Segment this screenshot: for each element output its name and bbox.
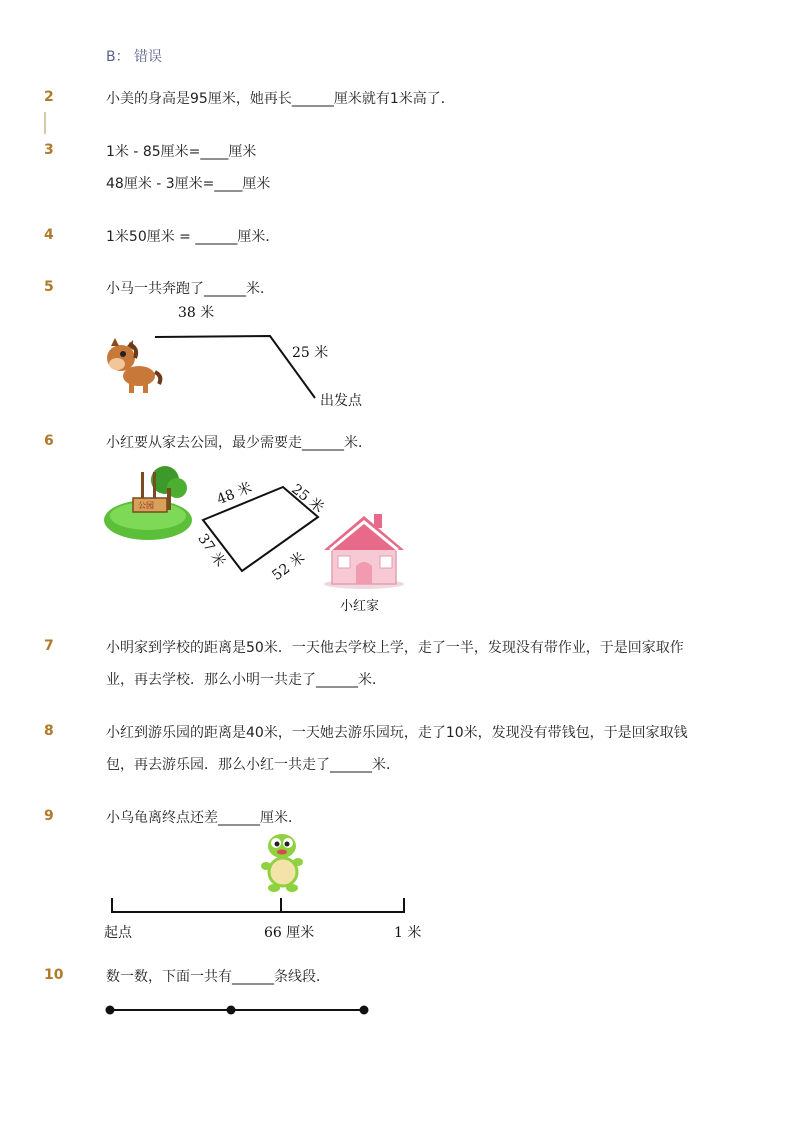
segment-point — [360, 1006, 369, 1015]
question-6-text: 小红要从家去公园，最少需要走______米． — [106, 435, 372, 451]
ruler-label-66cm: 66 厘米 — [264, 925, 315, 941]
question-3-line-1: 1米 - 85厘米=____厘米 — [106, 144, 257, 160]
park-sign-text: 公园 — [138, 501, 154, 510]
home-label: 小红家 — [340, 599, 380, 614]
question-number-5: 5 — [44, 279, 54, 295]
question-number-2: 2 — [44, 89, 54, 105]
segment-point — [227, 1006, 236, 1015]
fig6-label-52: 52 米 — [269, 549, 309, 584]
question-7-line-1: 小明家到学校的距离是50米．一天他去学校上学，走了一半，发现没有带作业，于是回家取作 — [106, 640, 684, 656]
question-2-text: 小美的身高是95厘米，她再长______厘米就有1米高了． — [106, 91, 455, 107]
previous-answer: B： 错误 — [106, 49, 163, 65]
question-4-text: 1米50厘米 = ______厘米． — [106, 229, 280, 245]
ruler-label-start: 起点 — [104, 925, 132, 941]
question-7-line-2: 业，再去学校．那么小明一共走了______米． — [106, 672, 386, 688]
question-8-line-1: 小红到游乐园的距离是40米，一天她去游乐园玩，走了10米，发现没有带钱包，于是回家取钱 — [106, 725, 688, 741]
question-number-7: 7 — [44, 638, 54, 654]
question-number-8: 8 — [44, 723, 54, 739]
fig6-label-25: 25 米 — [288, 481, 327, 517]
question-9-text: 小乌龟离终点还差______厘米． — [106, 810, 302, 826]
question-number-3: 3 — [44, 142, 54, 158]
question-8-line-2: 包，再去游乐园．那么小红一共走了______米． — [106, 757, 400, 773]
question-number-4: 4 — [44, 227, 54, 243]
question-10-text: 数一数，下面一共有______条线段． — [106, 969, 330, 985]
question-number-6: 6 — [44, 433, 54, 449]
question-number-10: 10 — [44, 967, 64, 983]
fig5-label-38: 38 米 — [178, 305, 215, 321]
fig5-label-25: 25 米 — [292, 345, 329, 361]
ruler-label-1m: 1 米 — [394, 925, 422, 941]
fig6-label-37: 37 米 — [194, 531, 229, 571]
fig6-label-48: 48 米 — [214, 479, 255, 509]
question-5-text: 小马一共奔跑了______米． — [106, 281, 274, 297]
question-3-line-2: 48厘米 - 3厘米=____厘米 — [106, 176, 271, 192]
segment-point — [106, 1006, 115, 1015]
fig5-label-start: 出发点 — [320, 393, 362, 409]
question-number-9: 9 — [44, 808, 54, 824]
